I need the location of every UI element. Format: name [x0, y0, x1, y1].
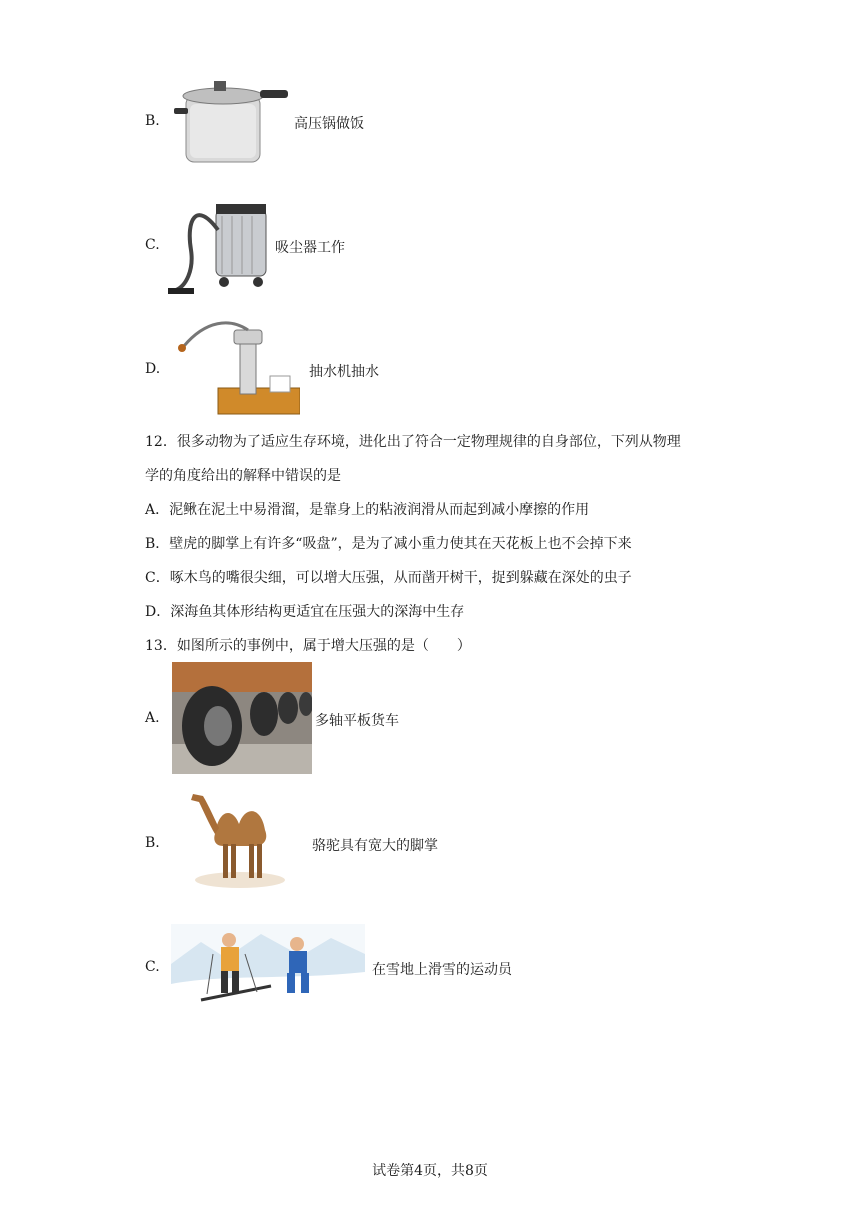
option-letter: B.	[145, 113, 160, 129]
question-12-stem-line1: 12．很多动物为了适应生存环境，进化出了符合一定物理规律的自身部位，下列从物理	[145, 434, 681, 450]
question-12-option-d: D．深海鱼其体形结构更适宜在压强大的深海中生存	[145, 604, 465, 620]
option-caption: 骆驼具有宽大的脚掌	[312, 838, 438, 854]
option-letter: B.	[145, 835, 160, 851]
question-12-option-c: C．啄木鸟的嘴很尖细，可以增大压强，从而凿开树干，捉到躲藏在深处的虫子	[145, 570, 632, 586]
option-letter: C.	[145, 959, 160, 975]
camel-icon	[185, 784, 290, 890]
option-caption: 在雪地上滑雪的运动员	[372, 962, 512, 978]
truck-wheels-icon	[172, 662, 312, 774]
question-13-stem: 13．如图所示的事例中，属于增大压强的是（ ）	[145, 638, 471, 654]
option-letter: D.	[145, 361, 161, 377]
question-12-option-b: B．壁虎的脚掌上有许多“吸盘”，是为了减小重力使其在天花板上也不会掉下来	[145, 536, 632, 552]
option-caption: 多轴平板货车	[315, 713, 399, 729]
option-caption: 吸尘器工作	[275, 240, 345, 256]
option-caption: 抽水机抽水	[309, 364, 379, 380]
pressure-cooker-icon	[172, 78, 292, 168]
skiers-icon	[171, 924, 365, 1008]
water-pump-icon	[170, 316, 300, 416]
vacuum-cleaner-icon	[166, 190, 276, 300]
page-footer: 试卷第4页，共8页	[372, 1163, 488, 1179]
option-letter: A.	[145, 710, 160, 726]
question-12-stem-line2: 学的角度给出的解释中错误的是	[145, 468, 341, 484]
option-caption: 高压锅做饭	[294, 116, 364, 132]
question-12-option-a: A．泥鳅在泥土中易滑溜，是靠身上的粘液润滑从而起到减小摩擦的作用	[145, 502, 590, 518]
option-letter: C.	[145, 237, 160, 253]
